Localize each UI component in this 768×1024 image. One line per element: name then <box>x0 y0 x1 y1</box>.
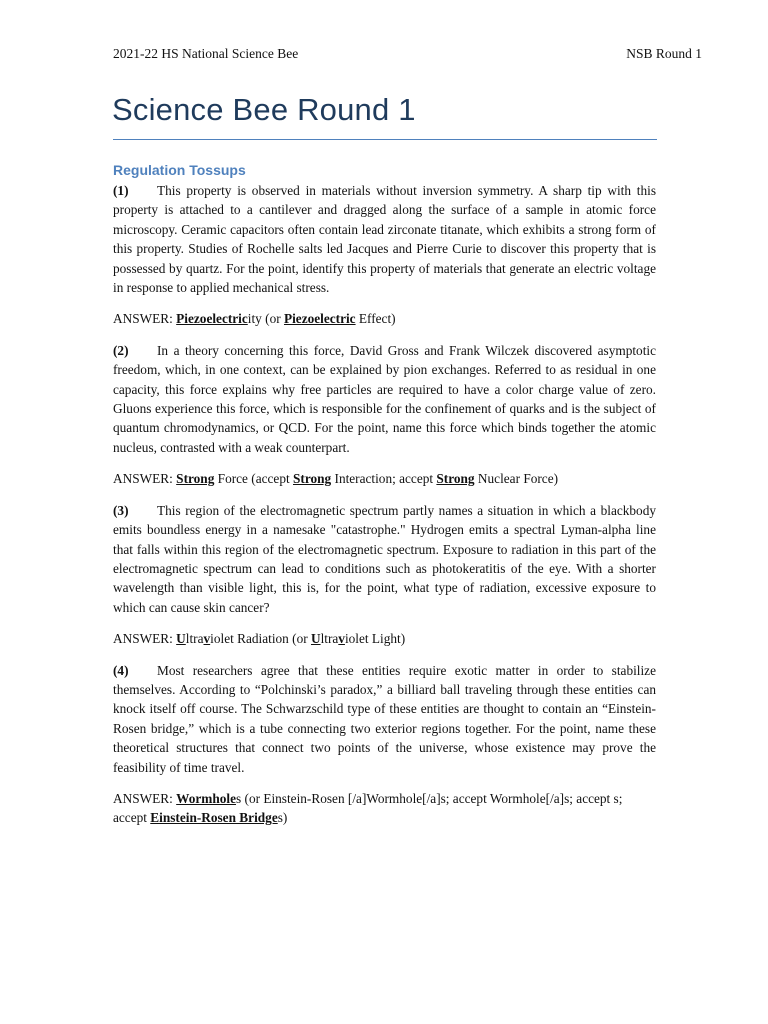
answer-key-term: Einstein-Rosen Bridge <box>150 810 278 826</box>
answer-note: Interaction; accept <box>331 471 437 487</box>
page-title: Science Bee Round 1 <box>112 92 416 127</box>
answer-key-term: Wormhole <box>176 790 237 806</box>
answer-text <box>176 311 395 326</box>
answer-note: Effect) <box>355 311 396 327</box>
answer-note: iolet Radiation (or <box>210 631 311 647</box>
answer-key-term: Strong <box>436 471 475 487</box>
question-3 <box>113 501 656 617</box>
answer-key-term: v <box>203 631 211 647</box>
answer-text <box>176 631 405 646</box>
question-text: This region of the electromagnetic spectrum partly names a situation in which a blackbody emits boundless energy in a namesake "catastrophe." Hydrogen emits a spectral Lyman-alpha line that falls within this region of the electromagnetic spectrum. Exposure to radiation in this part of the electromagnetic spectrum can lead to conditions such as photokeratitis of the eye. With a shorter wavelength than visible light, this is, for the point, what type of radiation, excessive exposure to which can cause skin cancer? <box>113 502 656 615</box>
header-left-text: 2021-22 HS National Science Bee <box>113 46 299 61</box>
answer-1 <box>113 309 656 328</box>
question-number: (3) <box>113 502 129 518</box>
title-underline-rule <box>113 139 657 140</box>
answer-3 <box>113 629 656 648</box>
question-text: This property is observed in materials without inversion symmetry. A sharp tip with this property is attached to a cantilever and dragged along the surface of a sample in atomic force microscopy. Ceramic capacitors often contain lead zirconate titanate, which exhibits a strong form of this property. Studies of Rochelle salts led Jacques and Pierre Curie to discover this property that is possessed by quartz. For the point, identify this property of materials that generate an electric voltage in response to applied mechanical stress. <box>113 183 656 296</box>
answer-key-term: U <box>176 631 186 647</box>
question-number: (1) <box>113 183 129 198</box>
answer-note: ltra <box>185 631 204 647</box>
answer-key-term: Piezoelectric <box>283 311 356 327</box>
answer-key-term: v <box>338 631 345 647</box>
section-heading: Regulation Tossups <box>113 162 246 178</box>
answer-2 <box>113 469 656 488</box>
answer-note: Nuclear Force) <box>474 471 559 487</box>
answer-text <box>176 471 558 486</box>
answer-note: ltra <box>320 631 339 647</box>
answer-key-term: U <box>310 631 321 647</box>
question-4 <box>113 661 656 777</box>
answer-label: ANSWER: <box>113 471 177 487</box>
answer-4 <box>113 789 656 828</box>
answer-note: Force (accept <box>214 471 293 487</box>
answer-key-term: Strong <box>293 471 332 487</box>
answer-label: ANSWER: <box>113 631 177 647</box>
question-number: (2) <box>113 342 129 358</box>
answer-note: s (or Einstein-Rosen [/a]Wormhole[/a]s; accept Wormhole[/a]s; accept s; accept <box>113 790 623 826</box>
answer-note: iolet Light) <box>344 631 406 647</box>
answer-label: ANSWER: <box>113 790 177 806</box>
question-text: In a theory concerning this force, David Gross and Frank Wilczek discovered asymptotic freedom, which, in one context, can be explained by pion exchanges. Referred to as residual in one capacity, this force explains why free particles are required to have a color charge value of zero. Gluons experience this force, which is responsible for the confinement of quarks and is the subject of quantum chromodynamics, or QCD. For the point, name this force which binds together the atomic nucleus, contrasted with a weak counterpart. <box>113 342 656 455</box>
answer-key-term: Strong <box>176 471 215 487</box>
answer-text <box>113 791 622 825</box>
answer-key-term: Piezoelectric <box>176 311 248 327</box>
answer-note: s) <box>277 810 288 826</box>
answer-note: ity (or <box>247 311 284 327</box>
questions-container <box>113 181 656 840</box>
header-right-text: NSB Round 1 <box>626 46 702 61</box>
question-1 <box>113 181 656 297</box>
question-2 <box>113 341 656 457</box>
question-number: (4) <box>113 662 129 678</box>
answer-label: ANSWER: <box>113 311 177 327</box>
question-text: Most researchers agree that these entities require exotic matter in order to stabilize themselves. According to “Polchinski’s paradox,” a billiard ball traveling through these entities can knock itself off course. The Schwarzschild type of these entities are thought to contain an “Einstein-Rosen bridge,” which is a tube connecting two exterior regions together. For the point, name these theoretical structures that connect two points of the universe, whose existence may prove the feasibility of time travel. <box>113 662 656 775</box>
